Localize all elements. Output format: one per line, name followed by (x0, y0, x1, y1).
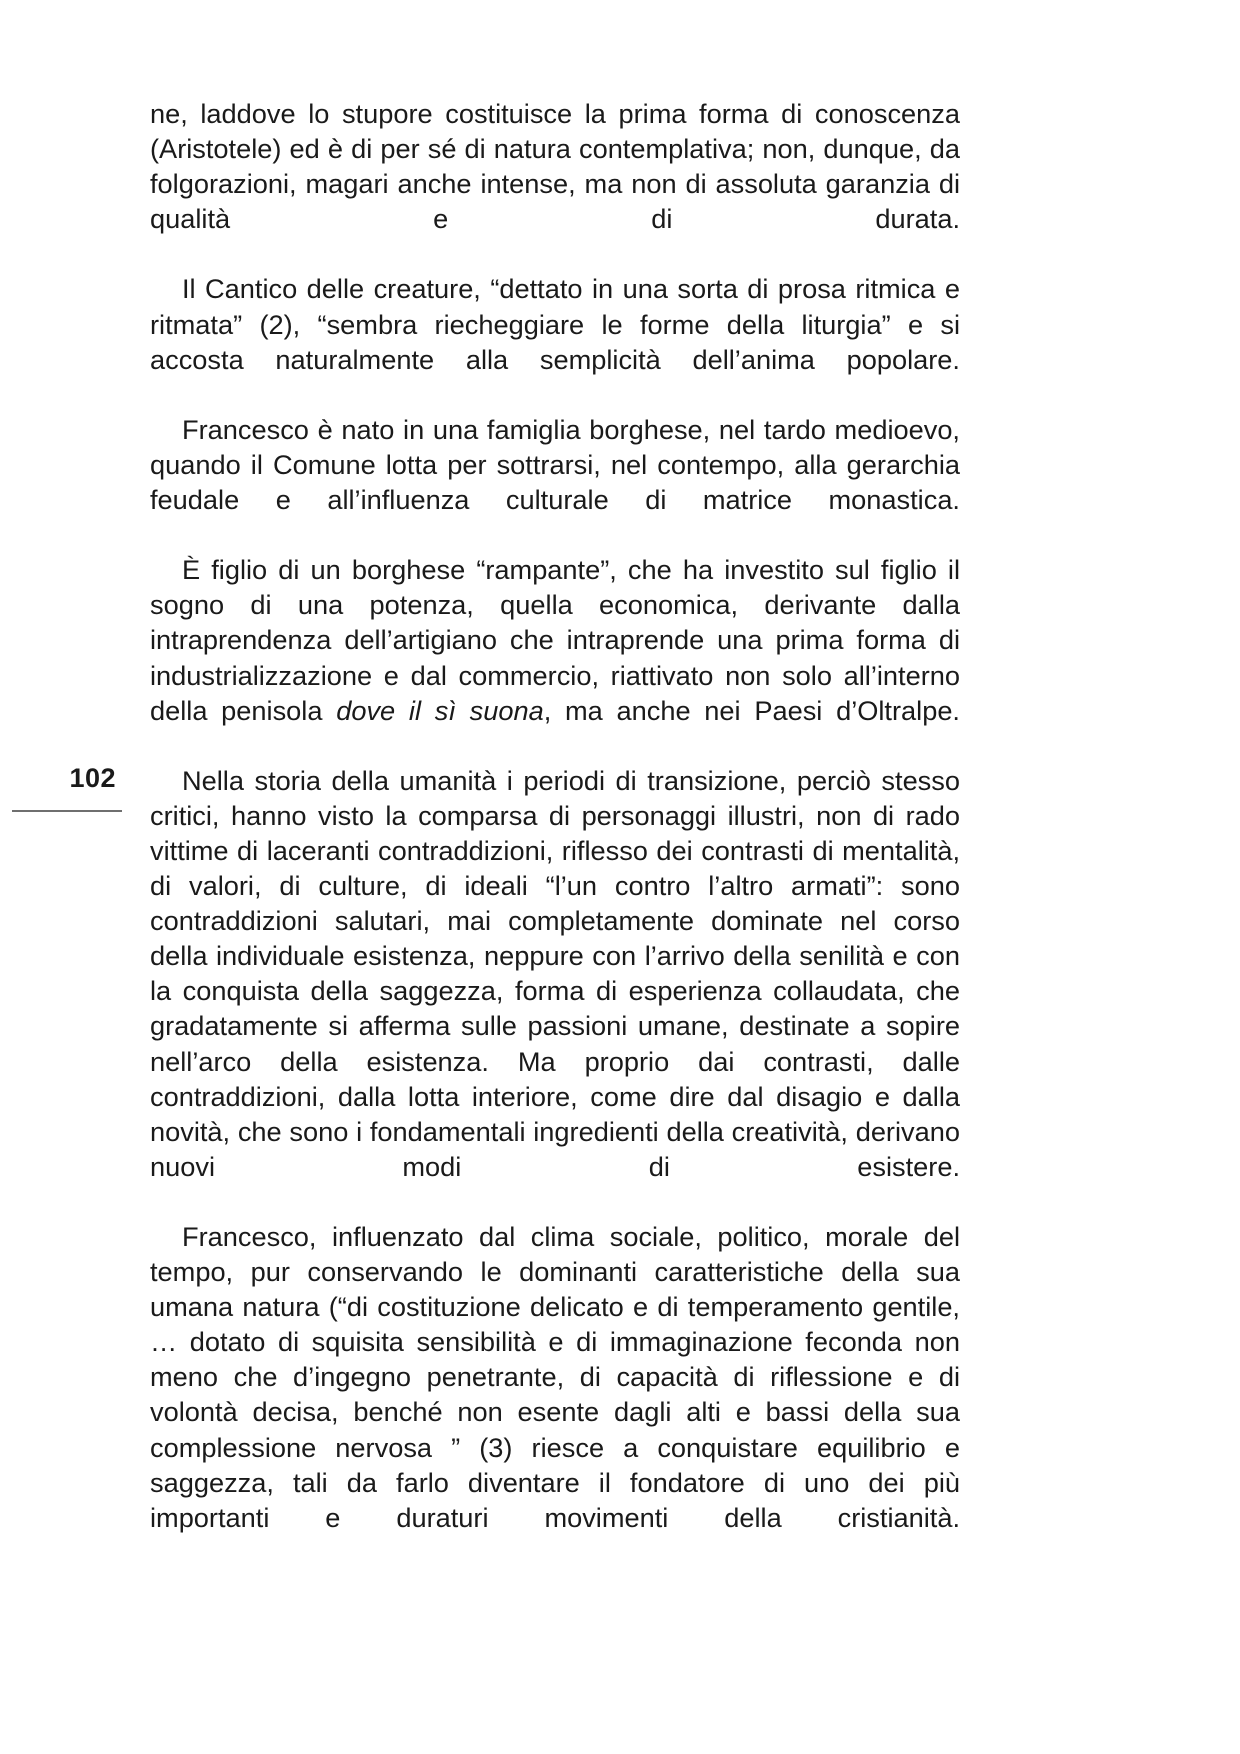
page-number: 102 (69, 763, 116, 793)
paragraph-4-text-after-italic: , ma anche nei Paesi d’Oltralpe. (543, 694, 960, 726)
paragraph-3: Francesco è nato in una famiglia borghese, nel tardo medioevo, quando il Comune lotta per sottrarsi, nel contempo, alla gerarchia feudale e all’influenza culturale di matrice monastica. (150, 413, 960, 516)
paragraph-4-text-before-italic: È figlio di un borghese “rampante”, che ha investito sul figlio il sogno di una potenza, quella economica, derivante dalla intraprendenza dell’artigiano che intraprende una prima forma di industrializzazione e dal commercio, riattivato non solo all’interno della penisola (150, 554, 960, 726)
folio-block (0, 765, 120, 812)
folio-divider-rule (12, 810, 122, 812)
paragraph-1: ne, laddove lo stupore costituisce la prima forma di conoscenza (Aristotele) ed è di per sé di natura contemplativa; non, dunque, da folgorazioni, magari anche intense, ma non di assoluta garanzia di qualità e di durata. (150, 98, 960, 235)
paragraph-4 (150, 552, 960, 763)
paragraph-6: Francesco, influenzato dal clima sociale, politico, morale del tempo, pur conservando le dominanti caratteristiche della sua umana natura (“di costituzione delicato e di temperamento gentile, … dotato di squisita sensibilità e di immaginazione feconda non meno che d’ingegno penetrante, di capacità di riflessione e di volontà decisa, benché non esente dagli alti e bassi della sua complessione nervosa ” (3) riesce a conquistare equilibrio e saggezza, tali da farlo diventare il fondatore di uno dei più importanti e duraturi movimenti della cristianità. (150, 1221, 960, 1533)
italic-phrase-dove-il-si-suona: dove il sì suona (336, 694, 544, 726)
body-text-column (150, 96, 960, 1570)
paragraph-5: Nella storia della umanità i periodi di transizione, perciò stesso critici, hanno visto la comparsa di personaggi illustri, non di rado vittime di laceranti contraddizioni, riflesso dei contrasti di mentalità, di valori, di culture, di ideali “l’un contro l’altro armati”: sono contraddizioni salutari, mai completamente dominate nel corso della individuale esistenza, neppure con l’arrivo della senilità e con la conquista della saggezza, forma di esperienza collaudata, che gradatamente si afferma sulle passioni umane, destinate a sopire nell’arco della esistenza. Ma proprio dai contrasti, dalle contraddizioni, dalla lotta interiore, come dire dal disagio e dalla novità, che sono i fondamentali ingredienti della creatività, derivano nuovi modi di esistere. (150, 764, 960, 1182)
paragraph-2: Il Cantico delle creature, “dettato in una sorta di prosa ritmica e ritmata” (2), “sembra riecheggiare le forme della liturgia” e si accosta naturalmente alla semplicità dell’anima popolare. (150, 273, 960, 375)
